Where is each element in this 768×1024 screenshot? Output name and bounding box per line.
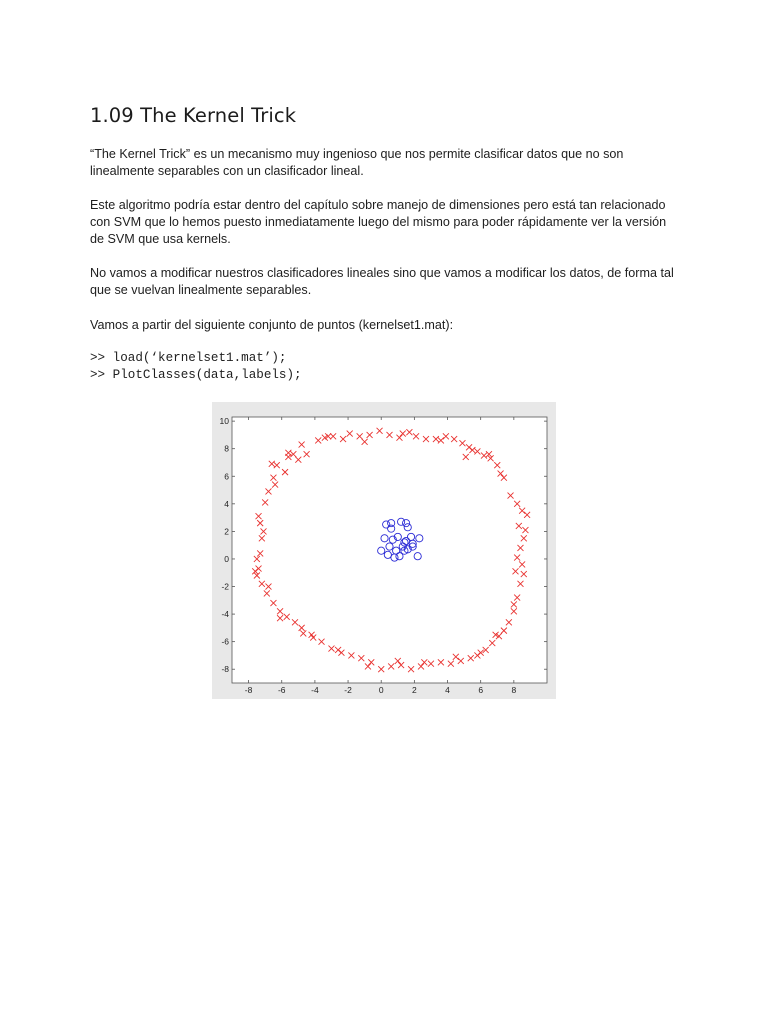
x-tick-label: -4	[311, 685, 319, 695]
paragraph-3	[90, 265, 690, 299]
y-tick-label: 2	[224, 526, 229, 537]
paragraph-1	[90, 146, 690, 180]
paragraph-3-line-1: No vamos a modificar nuestros clasificadores lineales sino que vamos a modificar los datos, de forma tal	[90, 266, 674, 280]
paragraph-4-line-1: Vamos a partir del siguiente conjunto de puntos (kernelset1.mat):	[90, 318, 454, 332]
y-tick-label: 10	[219, 416, 229, 427]
y-tick-label: 4	[224, 498, 229, 509]
y-tick-label: -2	[221, 581, 229, 592]
paragraph-1-line-2: linealmente separables con un clasificador lineal.	[90, 164, 364, 178]
y-tick-label: -8	[221, 664, 229, 675]
y-tick-label: 6	[224, 471, 229, 482]
x-tick-label: 2	[412, 685, 417, 695]
scatter-plot	[212, 402, 556, 699]
x-tick-label: 0	[378, 685, 384, 695]
section-title: 1.09 The Kernel Trick	[90, 104, 297, 127]
paragraph-1-line-1: “The Kernel Trick” es un mecanismo muy ingenioso que nos permite clasificar datos que no son	[90, 147, 624, 161]
paragraph-2-line-1: Este algoritmo podría estar dentro del capítulo sobre manejo de dimensiones pero está tan relacionado	[90, 198, 666, 212]
x-tick-label: 8	[511, 685, 517, 695]
x-tick-label: -6	[277, 685, 286, 695]
y-tick-label: -6	[221, 636, 229, 647]
x-tick-label: -8	[244, 685, 253, 695]
x-tick-label: 4	[445, 685, 450, 695]
code-line-2: >> PlotClasses(data,labels);	[90, 368, 302, 382]
code-block	[90, 350, 302, 384]
paragraph-2-line-2: con SVM que lo hemos puesto inmediatamente luego del mismo para poder rápidamente ver la versión	[90, 215, 667, 229]
x-tick-label: -2	[344, 685, 352, 695]
paragraph-4	[90, 317, 690, 334]
x-tick-label: 6	[478, 685, 484, 695]
scatter-figure	[212, 402, 556, 699]
y-tick-label: 0	[224, 553, 229, 564]
y-tick-label: -4	[221, 609, 229, 620]
code-line-1: >> load(‘kernelset1.mat’);	[90, 351, 287, 365]
paragraph-3-line-2: que se vuelvan linealmente separables.	[90, 283, 312, 297]
y-tick-label: 8	[224, 443, 229, 454]
paragraph-2-line-3: de SVM que usa kernels.	[90, 232, 231, 246]
paragraph-2	[90, 197, 690, 248]
